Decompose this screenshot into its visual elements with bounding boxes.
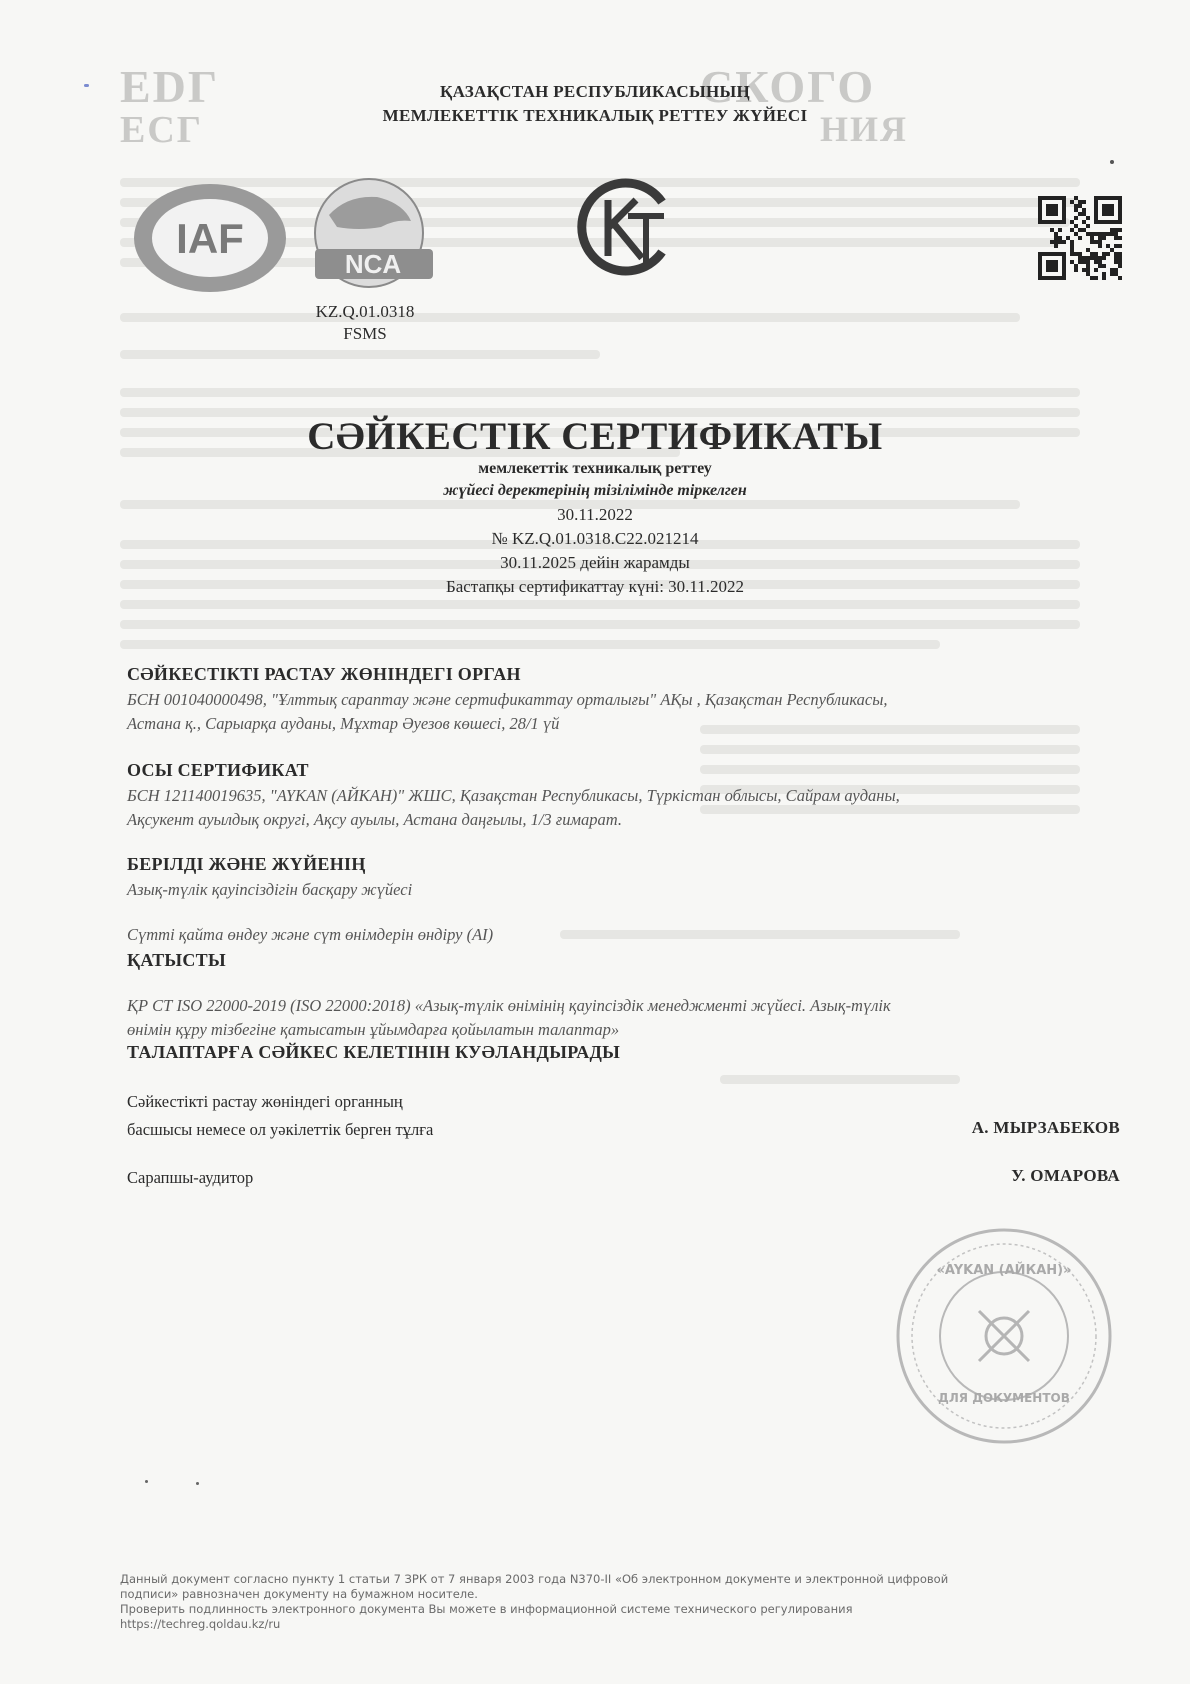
- title-sub-2: жүйесі деректерінің тізілімінде тіркелген: [443, 482, 747, 499]
- iaf-logo: [130, 180, 290, 296]
- head-label-line-2: басшысы немесе ол уәкілеттік берген тұлға: [127, 1120, 434, 1139]
- footer-notice: [120, 1572, 1120, 1632]
- certificate-title: СӘЙКЕСТІК СЕРТИФИКАТЫ: [307, 415, 883, 458]
- certification-body-line-1: БСН 001040000498, "Ұлттық сараптау және сертификаттау орталығы" АҚы , Қазақстан Республикасы,: [127, 690, 888, 709]
- valid-until: 30.11.2025 дейін жарамды: [500, 553, 690, 572]
- stamp-center-text: «AYKAN (АЙКАН)»: [936, 1263, 1072, 1278]
- title-sub-1: мемлекеттік техникалық реттеу: [478, 460, 712, 477]
- watermark-line: [720, 1075, 960, 1084]
- footer-line-1: Данный документ согласно пункту 1 статьи 7 ЗРК от 7 января 2003 года N370-II «Об электронном документе и электронной цифровой: [120, 1572, 949, 1586]
- watermark-line: [120, 640, 940, 649]
- ink-dot: [196, 1482, 199, 1485]
- certification-body-line-2: Астана қ., Сарыарқа ауданы, Мұхтар Әуезов көшесі, 28/1 үй: [127, 714, 560, 733]
- initial-certification-date: Бастапқы сертификаттау күні: 30.11.2022: [445, 577, 745, 596]
- ink-dot: [84, 84, 89, 87]
- watermark-line: [120, 600, 1080, 609]
- watermark-text: ЕСГ: [120, 109, 203, 151]
- header-line-1: ҚАЗАҚСТАН РЕСПУБЛИКАСЫНЫҢ: [439, 82, 751, 101]
- ink-dot: [1110, 160, 1114, 164]
- conformity-heading: ТАЛАПТАРҒА СӘЙКЕС КЕЛЕТІНІН КУӘЛАНДЫРАДЫ: [127, 1042, 621, 1062]
- certificate-holder-line-1: БСН 121140019635, "AYKAN (АЙКАН)" ЖШС, Қазақстан Республикасы, Түркістан облысы, Сайрам ауданы,: [127, 786, 900, 805]
- watermark-line: [700, 805, 1080, 814]
- certification-body-heading: СӘЙКЕСТІКТІ РАСТАУ ЖӨНІНДЕГІ ОРГАН: [127, 664, 521, 684]
- kt-conformity-mark: [568, 172, 678, 282]
- qr-code: [1038, 196, 1122, 285]
- watermark-line: [700, 725, 1080, 734]
- standard-line-1: ҚР СТ ISO 22000-2019 (ISO 22000:2018) «Азық-түлік өнімінің қауіпсіздік менеджменті жүйесі. Азық-түлік: [127, 996, 891, 1015]
- certificate-number: № KZ.Q.01.0318.С22.021214: [491, 529, 699, 548]
- accreditation-scheme: FSMS: [343, 324, 387, 343]
- footer-link[interactable]: https://techreg.qoldau.kz/ru: [120, 1617, 281, 1631]
- round-stamp: [893, 1225, 1115, 1447]
- nca-logo-text: NCA: [344, 249, 402, 279]
- watermark-line: [560, 930, 960, 939]
- header-line-2: МЕМЛЕКЕТТІК ТЕХНИКАЛЫҚ РЕТТЕУ ЖҮЙЕСІ: [382, 106, 808, 125]
- ink-dot: [145, 1480, 148, 1483]
- watermark-line: [120, 388, 1080, 397]
- nca-logo: [307, 175, 437, 299]
- head-signatory-name: А. МЫРЗАБЕКОВ: [971, 1118, 1120, 1137]
- footer-line-3: Проверить подлинность электронного документа Вы можете в информационной системе технического регулирования: [120, 1602, 853, 1616]
- scope-heading: ҚАТЫСТЫ: [127, 950, 226, 970]
- certificate-holder-line-2: Ақсукент ауылдық округі, Ақсу ауылы, Астана даңғылы, 1/3 ғимарат.: [127, 810, 622, 829]
- watermark-line: [120, 313, 1020, 322]
- iaf-logo-text: IAF: [176, 215, 244, 262]
- watermark-line: [120, 350, 600, 359]
- watermark-line: [700, 765, 1080, 774]
- watermark-line: [700, 745, 1080, 754]
- auditor-label: Сарапшы-аудитор: [127, 1168, 254, 1187]
- watermark-line: [120, 620, 1080, 629]
- watermark-text: СКОГО: [700, 61, 876, 112]
- registration-date: 30.11.2022: [557, 505, 633, 524]
- accreditation-code: KZ.Q.01.0318: [315, 302, 415, 321]
- certificate-holder-heading: ОСЫ СЕРТИФИКАТ: [127, 760, 309, 780]
- watermark-text: EDГ: [120, 61, 220, 112]
- head-label-line-1: Сәйкестікті растау жөніндегі органның: [127, 1092, 403, 1111]
- standard-line-2: өнімін құру тізбегіне қатысатын ұйымдарға қойылатын талаптар»: [127, 1020, 620, 1039]
- stamp-bottom-text: ДЛЯ ДОКУМЕНТОВ: [938, 1391, 1070, 1405]
- system-heading: БЕРІЛДІ ЖӘНЕ ЖҮЙЕНІҢ: [127, 854, 366, 874]
- system-text: Азық-түлік қауіпсіздігін басқару жүйесі: [127, 880, 413, 899]
- auditor-name: У. ОМАРОВА: [1011, 1166, 1120, 1185]
- watermark-text: НИЯ: [820, 109, 909, 149]
- footer-line-2: подписи» равнозначен документу на бумажном носителе.: [120, 1587, 478, 1601]
- scope-text: Сүтті қайта өндеу және сүт өнімдерін өндіру (AI): [127, 925, 494, 944]
